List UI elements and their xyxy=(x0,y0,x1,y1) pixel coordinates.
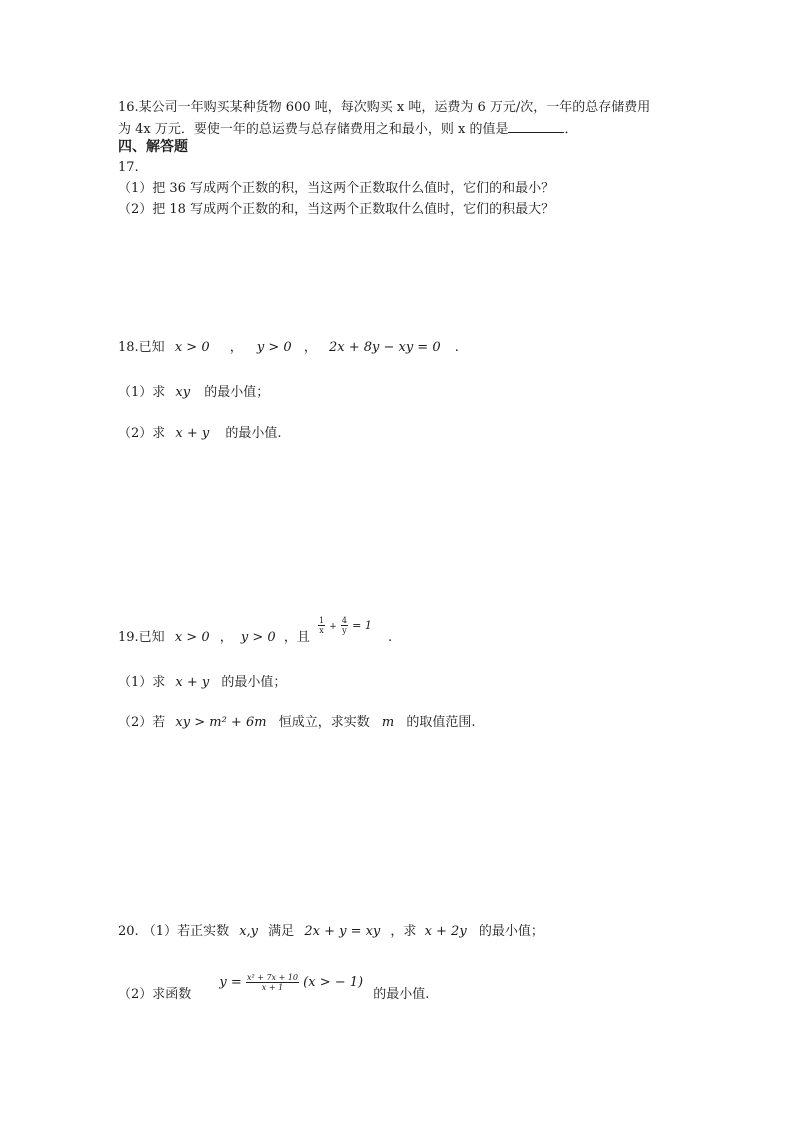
q18-sep2: ， xyxy=(303,340,317,355)
q17-part1: （1）把 36 写成两个正数的积，当这两个正数取什么值时，它们的和最小？ xyxy=(118,181,555,196)
q18-lead: 18.已知 xyxy=(118,340,165,355)
q18-p1-expr: xy xyxy=(175,385,191,400)
q19-cond-x: x > 0 xyxy=(174,630,210,645)
q18-sep1: ， xyxy=(229,340,243,355)
q16-line2 xyxy=(118,119,577,139)
q19-p1-pre: （1）求 xyxy=(118,675,166,690)
q20-p1-lead: 20. （1）若正实数 xyxy=(118,924,230,939)
fraction-1-over-x: $\frac{1}{x}$ xyxy=(318,616,325,635)
q20-p1-eq: 2x + y = xy xyxy=(304,924,381,939)
q18-p2-post: 的最小值. xyxy=(225,426,282,441)
q18-cond-y: y > 0 xyxy=(256,340,292,355)
q18-p2-pre: （2）求 xyxy=(118,426,166,441)
q19-p2-mid: 恒成立，求实数 xyxy=(278,715,370,730)
q19-sep2: ，且 xyxy=(283,630,310,645)
equals-one: = 1 xyxy=(352,619,372,632)
q19-p2-expr: xy > m² + 6m xyxy=(175,715,267,730)
q16-line2-end: ． xyxy=(564,122,578,137)
q19-p2-var: m xyxy=(381,715,395,730)
q19-p1-expr: x + y xyxy=(175,675,210,690)
q18-end: . xyxy=(454,340,459,355)
q20-function xyxy=(219,973,363,992)
q20-part1 xyxy=(118,923,544,941)
q20-p2-pre: （2）求函数 xyxy=(118,987,192,1002)
q20-p1-mid1: 满足 xyxy=(268,924,295,939)
q20-y-equals: y = xyxy=(219,975,242,990)
q20-fraction: $\frac{\text{x² + 7x + 10}}{x + 1}$ xyxy=(246,973,299,992)
q20-part2 xyxy=(118,973,430,1004)
q18-p1-post: 的最小值； xyxy=(204,385,270,400)
answer-blank[interactable] xyxy=(508,119,564,133)
q20-p1-mid2: ，求 xyxy=(390,924,417,939)
q19-p2-pre: （2）若 xyxy=(118,715,166,730)
q18-part1 xyxy=(118,384,269,402)
q19-sep1: ， xyxy=(219,630,233,645)
q19-end: . xyxy=(387,630,393,645)
q20-p1-vars: x,y xyxy=(239,924,259,939)
section-title: 四、解答题 xyxy=(118,139,188,155)
q16-line1: 16.某公司一年购买某种货物 600 吨，每次购买 x 吨，运费为 6 万元/次，一年的总存储费用 xyxy=(118,100,651,115)
q20-p2-post: 的最小值. xyxy=(373,987,430,1002)
q18-p2-expr: x + y xyxy=(175,426,210,441)
q18-cond-eq: 2x + 8y − xy = 0 xyxy=(328,340,441,355)
q20-p1-expr: x + 2y xyxy=(424,924,467,939)
q20-p1-post: 的最小值； xyxy=(478,924,544,939)
q19-part2 xyxy=(118,714,475,732)
q19-stem xyxy=(118,616,393,648)
q18-stem xyxy=(118,339,459,357)
q17-number: 17. xyxy=(118,160,139,175)
q19-fraction-equation xyxy=(318,616,372,636)
q19-cond-y: y > 0 xyxy=(240,630,276,645)
plus-sign: + xyxy=(329,622,337,632)
q18-p1-pre: （1）求 xyxy=(118,385,166,400)
q16-line2-text: 为 4x 万元．要使一年的总运费与总存储费用之和最小，则 x 的值是 xyxy=(118,122,509,137)
q19-part1 xyxy=(118,674,286,692)
q18-cond-x: x > 0 xyxy=(174,340,210,355)
fraction-4-over-y: $\frac{4}{y}$ xyxy=(341,616,347,635)
q19-p2-post: 的取值范围. xyxy=(406,715,476,730)
q18-part2 xyxy=(118,425,282,443)
q20-condition: (x > − 1) xyxy=(303,975,364,990)
q19-lead: 19.已知 xyxy=(118,630,165,645)
q17-part2: （2）把 18 写成两个正数的和，当这两个正数取什么值时，它们的积最大？ xyxy=(118,202,555,217)
q19-p1-post: 的最小值； xyxy=(221,675,287,690)
